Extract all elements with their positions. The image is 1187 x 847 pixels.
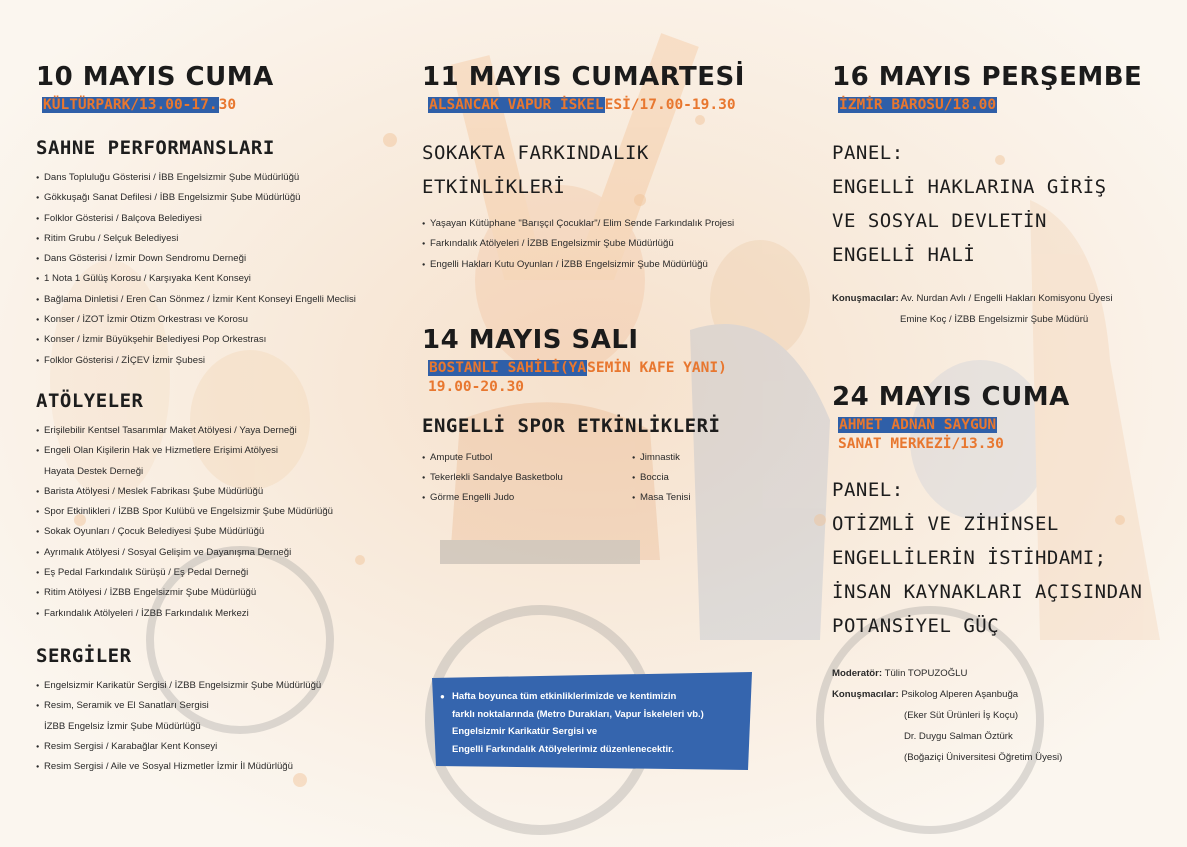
info-text: [440, 688, 747, 758]
list-item: ● Farkındalık Atölyeleri / İZBB Farkındalık Merkezi: [36, 604, 396, 624]
sokak-list: [422, 214, 792, 275]
list-item: ● Resim, Seramik ve El Sanatları Sergisi: [36, 696, 396, 716]
panel-title-line: POTANSİYEL GÜÇ: [832, 615, 1000, 637]
list-item: ● Gökkuşağı Sanat Defilesi / İBB Engelsizmir Şube Müdürlüğü: [36, 188, 396, 208]
section-title-sahne: SAHNE PERFORMANSLARI: [36, 137, 275, 159]
sahne-list: [36, 168, 396, 371]
list-item: ● Bağlama Dinletisi / Eren Can Sönmez / İzmir Kent Konseyi Engelli Meclisi: [36, 290, 396, 310]
panel-2: [832, 473, 1162, 643]
list-item: ● Tekerlekli Sandalye Basketbolu: [422, 468, 632, 488]
list-item: ● Yaşayan Kütüphane "Barışçıl Çocuklar"/ Elim Sende Farkındalık Projesi: [422, 214, 792, 234]
panel-title-line: VE SOSYAL DEVLETİN: [832, 210, 1047, 232]
list-item: ● Jimnastik: [632, 448, 690, 468]
venue-time: [428, 359, 792, 377]
panel-title-line: ENGELLİLERİN İSTİHDAMI;: [832, 547, 1107, 569]
venue-time: [42, 96, 396, 114]
column-11-14-mayis: [422, 60, 792, 509]
venue-rest: 30: [218, 97, 237, 113]
list-item: ● Erişilebilir Kentsel Tasarımlar Maket Atölyesi / Yaya Derneği: [36, 421, 396, 441]
speaker-org: (Boğaziçi Üniversitesi Öğretim Üyesi): [904, 752, 1063, 763]
info-line: Hafta boyunca tüm etkinliklerimizde ve kentimizin: [452, 691, 677, 702]
day-heading: 14 MAYIS SALI: [422, 324, 639, 355]
list-item: ● Eş Pedal Farkındalık Sürüşü / Eş Pedal Derneği: [36, 563, 396, 583]
info-line: farklı noktalarında (Metro Durakları, Vapur İskeleleri vb.): [452, 708, 704, 720]
section-title-line: SOKAKTA FARKINDALIK: [422, 142, 649, 164]
venue-rest: SEMİN KAFE YANI): [587, 359, 727, 376]
day-heading: 10 MAYIS CUMA: [36, 62, 274, 92]
venue-time: [428, 96, 792, 114]
list-item: ● Ayrımalık Atölyesi / Sosyal Gelişim ve Dayanışma Derneği: [36, 543, 396, 563]
list-item-continuation: Hayata Destek Derneği: [44, 465, 144, 477]
sports-lists: [422, 448, 792, 509]
venue-highlight: KÜLTÜRPARK/13.00-17.: [43, 97, 218, 113]
list-item: ● Spor Etkinlikleri / İZBB Spor Kulübü ve Engelsizmir Şube Müdürlüğü: [36, 502, 396, 522]
panel-title-line: İNSAN KAYNAKLARI AÇISINDAN: [832, 581, 1143, 603]
sports-list-right: [632, 448, 690, 509]
list-item: ● Barista Atölyesi / Meslek Fabrikası Şube Müdürlüğü: [36, 482, 396, 502]
section-title-sergiler: SERGİLER: [36, 644, 132, 667]
section-title-line: ETKİNLİKLERİ: [422, 176, 566, 198]
section-title-spor: ENGELLİ SPOR ETKİNLİKLERİ: [422, 414, 721, 437]
section-title-atolyeler: ATÖLYELER: [36, 389, 144, 412]
list-item: ● Masa Tenisi: [632, 488, 690, 508]
panel-label: PANEL:: [832, 479, 904, 501]
list-item: ● Resim Sergisi / Karabağlar Kent Konseyi: [36, 737, 396, 757]
list-item: ● Ampute Futbol: [422, 448, 632, 468]
venue-time: [838, 416, 1162, 434]
moderator-label: Moderatör:: [832, 668, 883, 679]
section-title-sokak: [422, 136, 792, 204]
panel-title-line: ENGELLİ HAKLARINA GİRİŞ: [832, 176, 1107, 198]
panel-title-line: OTİZMLİ VE ZİHİNSEL: [832, 513, 1059, 535]
day-heading: 24 MAYIS CUMA: [832, 382, 1070, 412]
info-line: Engelli Farkındalık Atölyelerimiz düzenlenecektir.: [452, 743, 674, 755]
column-10-mayis: [36, 60, 396, 777]
panel-title-line: ENGELLİ HALİ: [832, 244, 976, 266]
venue-highlight: ALSANCAK VAPUR İSKEL: [429, 97, 604, 113]
day-heading: 16 MAYIS PERŞEMBE: [832, 62, 1143, 92]
moderator: Tülin TOPUZOĞLU: [884, 668, 968, 679]
venue-rest: ESİ/17.00-19.30: [604, 97, 736, 113]
list-item: ● Sokak Oyunları / Çocuk Belediyesi Şube Müdürlüğü: [36, 522, 396, 542]
list-item: ● Konser / İZOT İzmir Otizm Orkestrası ve Korosu: [36, 310, 396, 330]
venue-highlight: BOSTANLI SAHİLİ(YA: [429, 359, 587, 376]
info-box: [432, 672, 752, 770]
venue-highlight: İZMİR BAROSU/18.00: [839, 97, 997, 113]
panel-1: [832, 136, 1162, 272]
list-item: ● Resim Sergisi / Aile ve Sosyal Hizmetler İzmir İl Müdürlüğü: [36, 757, 396, 777]
bullet-icon: ●: [440, 692, 445, 701]
speaker: Av. Nurdan Avlı / Engelli Hakları Komisyonu Üyesi: [900, 293, 1113, 304]
list-item: ● Engelli Hakları Kutu Oyunları / İZBB Engelsizmir Şube Müdürlüğü: [422, 255, 792, 275]
list-item: ● Dans Topluluğu Gösterisi / İBB Engelsizmir Şube Müdürlüğü: [36, 168, 396, 188]
list-item: ● Görme Engelli Judo: [422, 488, 632, 508]
venue-time: [838, 96, 1162, 114]
list-item: ● Dans Gösterisi / İzmir Down Sendromu Derneği: [36, 249, 396, 269]
list-item: ● Engelsizmir Karikatür Sergisi / İZBB Engelsizmir Şube Müdürlüğü: [36, 676, 396, 696]
speaker-org: (Eker Süt Ürünleri İş Koçu): [904, 710, 1019, 721]
sports-list-left: [422, 448, 632, 509]
list-item: ● Konser / İzmir Büyükşehir Belediyesi Pop Orkestrası: [36, 330, 396, 350]
venue-highlight: AHMET ADNAN SAYGUN: [839, 417, 997, 433]
speaker: Psikolog Alperen Aşanbuğa: [901, 689, 1019, 700]
venue-time-line2: 19.00-20.30: [428, 378, 525, 395]
speaker: Dr. Duygu Salman Öztürk: [904, 731, 1013, 742]
panel-1-speakers: [832, 288, 1162, 330]
venue-time-line2: SANAT MERKEZİ/13.30: [838, 436, 1004, 452]
list-item: ● Farkındalık Atölyeleri / İZBB Engelsizmir Şube Müdürlüğü: [422, 234, 792, 254]
list-item: ● Folklor Gösterisi / ZİÇEV İzmir Şubesi: [36, 351, 396, 371]
list-item: ● 1 Nota 1 Gülüş Korosu / Karşıyaka Kent Konseyi: [36, 269, 396, 289]
day-heading: 11 MAYIS CUMARTESİ: [422, 62, 745, 92]
list-item-continuation: İZBB Engelsiz İzmir Şube Müdürlüğü: [44, 720, 201, 732]
list-item: ● Boccia: [632, 468, 690, 488]
panel-2-speakers: [832, 663, 1162, 768]
column-16-24-mayis: [832, 60, 1162, 768]
speakers-label: Konuşmacılar:: [832, 689, 899, 700]
speakers-label: Konuşmacılar:: [832, 293, 899, 304]
list-item: ● Folklor Gösterisi / Balçova Belediyesi: [36, 209, 396, 229]
panel-label: PANEL:: [832, 142, 904, 164]
info-line: Engelsizmir Karikatür Sergisi ve: [452, 726, 598, 737]
speaker: Emine Koç / İZBB Engelsizmir Şube Müdürü: [900, 314, 1089, 325]
sergi-list: [36, 676, 396, 777]
list-item: ● Ritim Atölyesi / İZBB Engelsizmir Şube Müdürlüğü: [36, 583, 396, 603]
atolye-list: [36, 421, 396, 624]
list-item: ● Engeli Olan Kişilerin Hak ve Hizmetlere Erişimi Atölyesi: [36, 441, 396, 461]
list-item: ● Ritim Grubu / Selçuk Belediyesi: [36, 229, 396, 249]
